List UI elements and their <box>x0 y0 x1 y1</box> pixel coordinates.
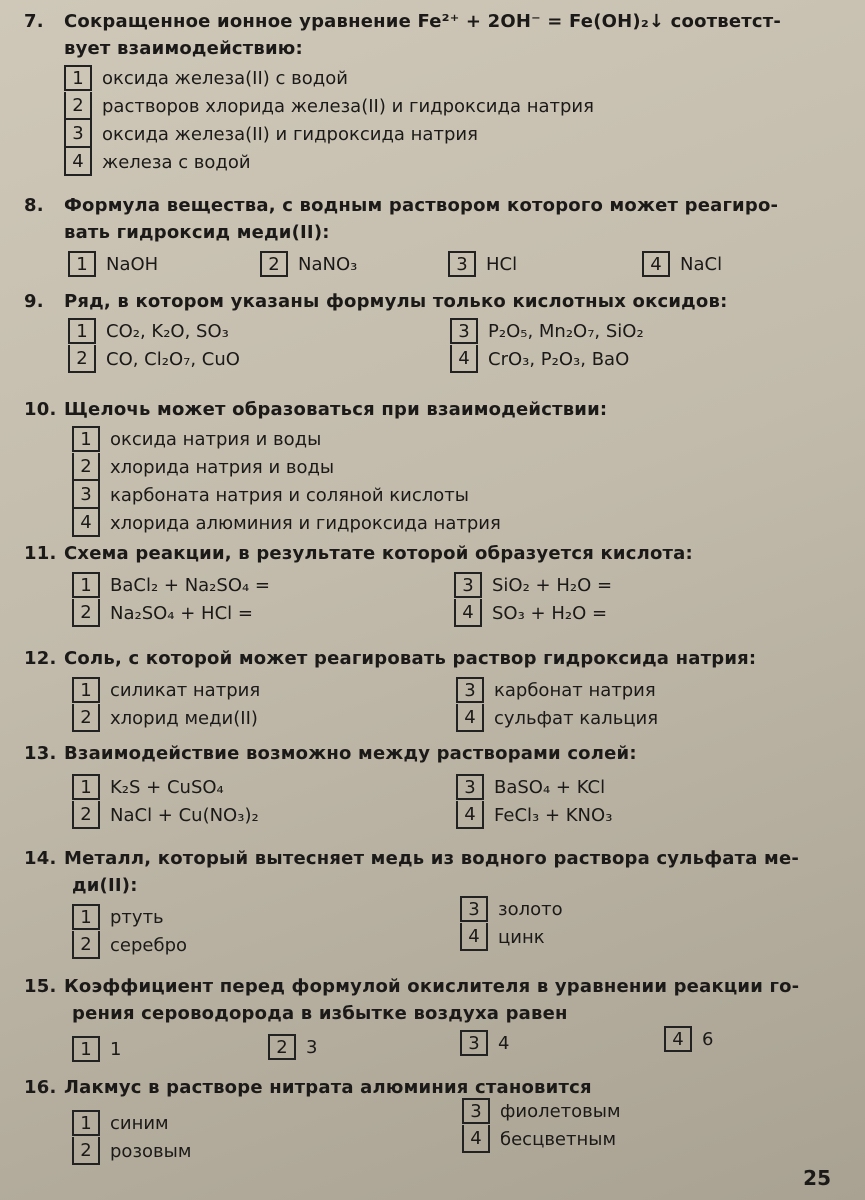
answer-option[interactable] <box>68 250 158 278</box>
option-text: CO₂, K₂O, SO₃ <box>106 320 229 342</box>
option-number-box[interactable]: 1 <box>68 318 96 344</box>
option-text: K₂S + CuSO₄ <box>110 776 224 798</box>
answer-option[interactable] <box>450 345 644 373</box>
answer-option[interactable] <box>260 250 357 278</box>
option-number-box[interactable]: 1 <box>68 251 96 277</box>
option-text: 1 <box>110 1038 122 1060</box>
option-text: бесцветным <box>500 1128 617 1150</box>
answer-option[interactable] <box>456 773 612 801</box>
answer-option[interactable] <box>456 801 612 829</box>
option-number-box[interactable]: 4 <box>450 345 478 373</box>
question-16 <box>24 1074 825 1162</box>
option-text: оксида железа(II) и гидроксида натрия <box>102 123 478 145</box>
question-13 <box>24 740 825 833</box>
option-number-box[interactable]: 3 <box>454 572 482 598</box>
answer-option[interactable] <box>72 509 825 537</box>
answer-option[interactable] <box>72 1137 191 1165</box>
question-text-line: Металл, который вытесняет медь из водного раствора сульфата ме- <box>64 848 800 869</box>
option-number-box[interactable]: 4 <box>456 801 484 829</box>
option-text: сульфат кальция <box>494 707 659 729</box>
option-number-box[interactable]: 3 <box>456 774 484 800</box>
question-number: 16. <box>24 1077 57 1098</box>
answer-option[interactable] <box>72 801 259 829</box>
option-text: синим <box>110 1112 169 1134</box>
answer-option[interactable] <box>68 317 240 345</box>
option-number-box[interactable]: 1 <box>64 65 92 91</box>
answer-option[interactable] <box>72 903 187 931</box>
answer-option[interactable] <box>72 773 259 801</box>
option-number-box[interactable]: 2 <box>72 599 100 627</box>
answer-option[interactable] <box>64 120 825 148</box>
answer-option[interactable] <box>64 92 825 120</box>
question-text-line: вует взаимодействию: <box>64 38 303 59</box>
option-text: NaNO₃ <box>298 253 358 275</box>
option-text: BaCl₂ + Na₂SO₄ = <box>110 574 271 596</box>
option-text: хлорид меди(II) <box>110 707 258 729</box>
option-text: NaOH <box>106 253 159 275</box>
option-text: NaCl + Cu(NO₃)₂ <box>110 804 259 826</box>
option-number-box[interactable]: 1 <box>72 774 100 800</box>
question-text-line: Ряд, в котором указаны формулы только кислотных оксидов: <box>64 291 728 312</box>
option-number-box[interactable]: 3 <box>64 120 92 148</box>
option-number-box[interactable]: 2 <box>268 1034 296 1060</box>
option-text: P₂O₅, Mn₂O₇, SiO₂ <box>488 320 644 342</box>
answer-option[interactable] <box>462 1125 621 1153</box>
question-9 <box>24 288 825 377</box>
option-number-box[interactable]: 4 <box>462 1125 490 1153</box>
option-number-box[interactable]: 4 <box>460 923 488 951</box>
question-number: 9. <box>24 291 44 312</box>
answer-option[interactable] <box>68 345 240 373</box>
question-text-line: Коэффициент перед формулой окислителя в уравнении реакции го- <box>64 976 800 997</box>
option-text: железа с водой <box>102 151 251 173</box>
option-number-box[interactable]: 2 <box>72 931 100 959</box>
option-number-box[interactable]: 1 <box>72 426 100 452</box>
question-text-line: Взаимодействие возможно между растворами солей: <box>64 743 637 764</box>
option-number-box[interactable]: 4 <box>454 599 482 627</box>
option-number-box[interactable]: 3 <box>462 1098 490 1124</box>
question-number: 15. <box>24 976 57 997</box>
answer-option[interactable] <box>454 599 612 627</box>
option-text: ртуть <box>110 906 164 928</box>
option-number-box[interactable]: 1 <box>72 1110 100 1136</box>
option-text: растворов хлорида железа(II) и гидроксида натрия <box>102 95 594 117</box>
option-text: золото <box>498 898 563 920</box>
option-number-box[interactable]: 4 <box>64 148 92 176</box>
option-text: NaCl <box>680 253 723 275</box>
question-text-line: Сокращенное ионное уравнение Fe²⁺ + 2OH⁻ = Fe(OH)₂↓ соответст- <box>64 11 782 32</box>
question-number: 11. <box>24 543 57 564</box>
option-number-box[interactable]: 4 <box>456 704 484 732</box>
answer-option[interactable] <box>72 571 270 599</box>
answer-option[interactable] <box>460 895 563 923</box>
question-text-line: Щелочь может образоваться при взаимодействии: <box>64 399 608 420</box>
option-number-box[interactable]: 2 <box>68 345 96 373</box>
answer-option[interactable] <box>456 676 658 704</box>
answer-option[interactable] <box>64 148 825 176</box>
option-number-box[interactable]: 4 <box>664 1026 692 1052</box>
answer-option[interactable] <box>72 1109 191 1137</box>
question-text-line: Формула вещества, с водным раствором которого может реагиро- <box>64 195 779 216</box>
option-text: силикат натрия <box>110 679 261 701</box>
answer-option[interactable] <box>460 923 563 951</box>
option-number-box[interactable]: 2 <box>72 453 100 481</box>
option-number-box[interactable]: 1 <box>72 904 100 930</box>
option-number-box[interactable]: 3 <box>460 896 488 922</box>
answer-option[interactable] <box>460 1029 509 1057</box>
question-text-line: вать гидроксид меди(II): <box>64 222 330 243</box>
option-number-box[interactable]: 3 <box>456 677 484 703</box>
option-text: хлорида алюминия и гидроксида натрия <box>110 512 501 534</box>
option-text: HCl <box>486 253 518 275</box>
option-text: серебро <box>110 934 188 956</box>
answer-option[interactable] <box>72 425 825 453</box>
question-number: 14. <box>24 848 57 869</box>
option-number-box[interactable]: 1 <box>72 572 100 598</box>
question-14 <box>24 845 825 955</box>
question-number: 13. <box>24 743 57 764</box>
answer-option[interactable] <box>64 64 825 92</box>
question-text-line: Схема реакции, в результате которой образуется кислота: <box>64 543 693 564</box>
option-text: хлорида натрия и воды <box>110 456 335 478</box>
option-text: 6 <box>702 1028 714 1050</box>
option-number-box[interactable]: 3 <box>448 251 476 277</box>
page-number: 25 <box>803 1166 831 1190</box>
question-15 <box>24 973 825 1059</box>
option-number-box[interactable]: 2 <box>72 801 100 829</box>
option-text: 3 <box>306 1036 318 1058</box>
question-7 <box>24 8 825 176</box>
answer-option[interactable] <box>72 704 260 732</box>
option-number-box[interactable]: 3 <box>460 1030 488 1056</box>
question-text-line: Лакмус в растворе нитрата алюминия становится <box>64 1077 592 1098</box>
option-text: цинк <box>498 926 545 948</box>
question-number: 12. <box>24 648 57 669</box>
option-text: SO₃ + H₂O = <box>492 602 608 624</box>
answer-option[interactable] <box>664 1025 713 1053</box>
answer-option[interactable] <box>72 1035 121 1063</box>
option-text: оксида железа(II) с водой <box>102 67 348 89</box>
option-text: карбоната натрия и соляной кислоты <box>110 484 469 506</box>
question-number: 8. <box>24 195 44 216</box>
question-11 <box>24 540 825 631</box>
question-text-line: ди(II): <box>72 875 138 896</box>
option-number-box[interactable]: 4 <box>72 509 100 537</box>
option-number-box[interactable]: 2 <box>72 704 100 732</box>
option-text: CO, Cl₂O₇, CuO <box>106 348 240 370</box>
option-number-box[interactable]: 2 <box>260 251 288 277</box>
question-8 <box>24 192 825 282</box>
answer-option[interactable] <box>72 599 270 627</box>
question-12 <box>24 645 825 736</box>
answer-option[interactable] <box>72 481 825 509</box>
question-number: 10. <box>24 399 57 420</box>
option-text: 4 <box>498 1032 510 1054</box>
option-text: SiO₂ + H₂O = <box>492 574 613 596</box>
answer-option[interactable] <box>72 931 187 959</box>
answer-option[interactable] <box>72 453 825 481</box>
question-text-line: рения сероводорода в избытке воздуха равен <box>72 1003 568 1024</box>
option-text: фиолетовым <box>500 1100 621 1122</box>
option-number-box[interactable]: 2 <box>72 1137 100 1165</box>
option-number-box[interactable]: 1 <box>72 1036 100 1062</box>
option-number-box[interactable]: 3 <box>450 318 478 344</box>
option-text: карбонат натрия <box>494 679 656 701</box>
answer-option[interactable] <box>268 1033 317 1061</box>
question-text-line: Соль, с которой может реагировать раствор гидроксида натрия: <box>64 648 757 669</box>
option-text: CrO₃, P₂O₃, BaO <box>488 348 630 370</box>
answer-option[interactable] <box>72 676 260 704</box>
answer-option[interactable] <box>642 250 722 278</box>
option-number-box[interactable]: 2 <box>64 92 92 120</box>
option-number-box[interactable]: 3 <box>72 481 100 509</box>
answer-option[interactable] <box>454 571 612 599</box>
option-text: оксида натрия и воды <box>110 428 322 450</box>
question-number: 7. <box>24 11 44 32</box>
answer-option[interactable] <box>450 317 644 345</box>
question-10 <box>24 396 825 537</box>
option-number-box[interactable]: 4 <box>642 251 670 277</box>
answer-option[interactable] <box>456 704 658 732</box>
option-text: FeCl₃ + KNO₃ <box>494 804 613 826</box>
option-text: BaSO₄ + KCl <box>494 776 606 798</box>
option-text: розовым <box>110 1140 192 1162</box>
option-number-box[interactable]: 1 <box>72 677 100 703</box>
answer-option[interactable] <box>448 250 517 278</box>
answer-option[interactable] <box>462 1097 621 1125</box>
option-text: Na₂SO₄ + HCl = <box>110 602 253 624</box>
